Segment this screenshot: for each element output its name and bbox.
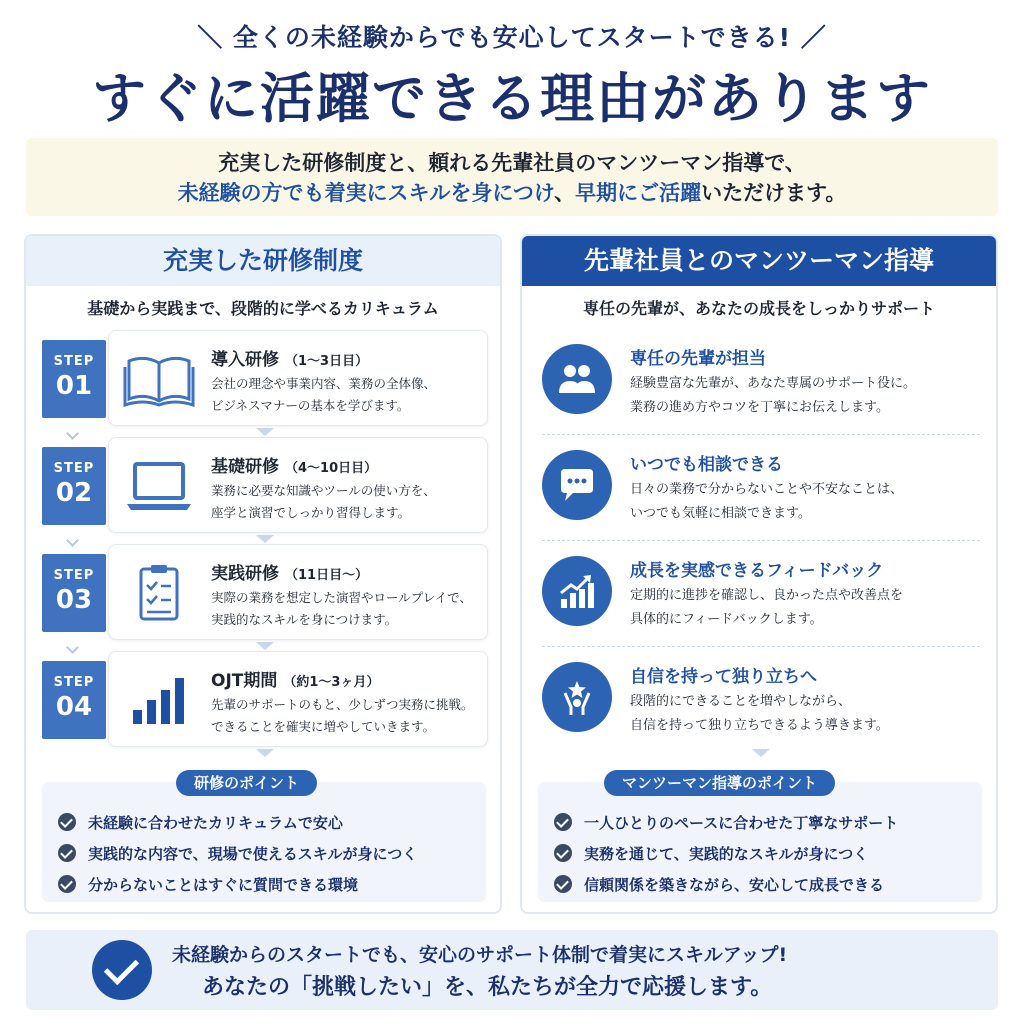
support-description <box>630 478 903 526</box>
step-badge <box>42 340 106 418</box>
subheading: ＼ 全くの未経験からでも安心してスタートできる! ／ <box>197 23 827 52</box>
point-item <box>562 843 868 864</box>
intro-comma: 、 <box>554 181 576 205</box>
step-title-text: 実践研修 <box>211 564 279 584</box>
check-circle-icon <box>58 813 76 831</box>
laptop-icon <box>123 456 195 516</box>
step-desc-line: できることを確実に増やしていきます。 <box>211 719 436 734</box>
step-desc-line: 実際の業務を想定した演習やロールプレイで、 <box>211 590 472 605</box>
step-title-text: 基礎研修 <box>211 457 279 477</box>
point-item <box>66 843 417 864</box>
footer-line-2: あなたの「挑戦したい」を、私たちが全力で応援します。 <box>202 975 773 1000</box>
step-card <box>108 437 488 533</box>
support-item <box>522 540 998 646</box>
step-title <box>211 666 379 691</box>
check-circle-icon <box>554 844 572 862</box>
step-title <box>211 452 377 477</box>
support-description <box>630 690 889 738</box>
check-circle-icon <box>58 875 76 893</box>
support-item <box>522 328 998 434</box>
point-text: 分からないことはすぐに質問できる環境 <box>88 876 359 894</box>
check-circle-icon <box>58 844 76 862</box>
support-item <box>522 646 998 752</box>
step-item <box>26 649 502 747</box>
point-text: 実践的な内容で、現場で使えるスキルが身につく <box>88 845 418 863</box>
training-points-box <box>42 782 486 902</box>
support-title: 専任の先輩が担当 <box>630 349 766 369</box>
page-title: すぐに活躍できる理由があります <box>92 67 932 130</box>
support-desc-line: 具体的にフィードバックします。 <box>630 612 823 627</box>
step-card <box>108 330 488 426</box>
step-label: STEP <box>53 461 95 476</box>
step-title-text: 導入研修 <box>211 350 279 370</box>
step-badge <box>42 661 106 739</box>
check-circle-icon <box>92 940 152 1000</box>
mentor-panel-title: 先輩社員とのマンツーマン指導 <box>522 236 996 286</box>
support-title: いつでも相談できる <box>630 455 783 475</box>
step-item <box>26 328 502 426</box>
point-item <box>66 874 358 895</box>
step-desc-line: 実践的なスキルを身につけます。 <box>211 612 398 627</box>
step-item <box>26 542 502 640</box>
support-desc-line: 自信を持って独り立ちできるよう導きます。 <box>630 718 889 733</box>
step-description <box>211 480 436 524</box>
bar-chart-icon <box>123 670 195 730</box>
footer-banner <box>26 930 998 1010</box>
step-label: STEP <box>53 568 95 583</box>
training-panel-subtitle: 基礎から実践まで、段階的に学べるカリキュラム <box>87 299 439 318</box>
support-desc-line: 定期的に進捗を確認し、良かった点や改善点を <box>630 588 904 603</box>
step-number: 02 <box>55 478 93 508</box>
mentor-panel-subtitle: 専任の先輩が、あなたの成長をしっかりサポート <box>582 299 935 318</box>
mentor-panel <box>520 234 998 914</box>
support-title: 成長を実感できるフィードバック <box>630 561 884 581</box>
intro-line-2 <box>26 178 998 208</box>
step-title-text: OJT期間 <box>211 671 278 691</box>
support-item <box>522 434 998 540</box>
book-icon <box>123 349 195 409</box>
step-card <box>108 651 488 747</box>
intro-banner <box>26 138 998 216</box>
step-label: STEP <box>53 354 95 369</box>
support-desc-line: 段階的にできることを増やしながら、 <box>630 694 852 709</box>
step-title <box>211 559 368 584</box>
step-description <box>211 587 472 631</box>
support-desc-line: いつでも気軽に相談できます。 <box>630 506 811 521</box>
point-item <box>562 874 884 895</box>
intro-highlight-3: 早期にご活躍 <box>575 181 702 205</box>
step-card <box>108 544 488 640</box>
support-description <box>630 584 903 632</box>
step-period: （4〜10日目） <box>285 461 378 476</box>
step-number: 01 <box>55 371 93 401</box>
chat-bubble-icon <box>542 450 612 520</box>
people-icon <box>542 344 612 414</box>
step-desc-line: 先輩のサポートのもと、少しずつ実務に挑戦。 <box>211 697 474 712</box>
footer-line-1: 未経験からのスタートでも、安心のサポート体制で着実にスキルアップ! <box>172 944 788 966</box>
step-description <box>211 373 436 417</box>
growth-chart-icon <box>542 556 612 626</box>
intro-highlight-2: 着実にスキルを身につけ <box>324 181 555 205</box>
support-desc-line: 日々の業務で分からないことや不安なことは、 <box>630 482 904 497</box>
step-number: 04 <box>55 692 93 722</box>
mentor-points-tag: マンツーマン指導のポイント <box>604 770 835 796</box>
step-period: （11日目〜） <box>285 568 369 583</box>
support-description <box>630 372 916 420</box>
point-text: 実務を通じて、実践的なスキルが身につく <box>584 845 869 863</box>
support-desc-line: 経験豊富な先輩が、あなた専属のサポート役に。 <box>630 376 917 391</box>
step-description <box>211 694 474 738</box>
celebrate-icon <box>542 662 612 732</box>
mentor-points-box <box>538 782 982 902</box>
step-title <box>211 345 368 370</box>
step-badge <box>42 554 106 632</box>
support-title: 自信を持って独り立ちへ <box>630 667 817 687</box>
triangle-down-icon <box>752 749 770 757</box>
step-desc-line: 座学と演習でしっかり習得します。 <box>211 505 411 520</box>
triangle-down-icon <box>256 749 274 757</box>
training-panel <box>24 234 502 914</box>
point-item <box>66 812 343 833</box>
intro-line-1: 充実した研修制度と、頼れる先輩社員のマンツーマン指導で、 <box>218 151 806 175</box>
training-panel-title: 充実した研修制度 <box>26 236 500 286</box>
step-number: 03 <box>55 585 93 615</box>
point-text: 信頼関係を築きながら、安心して成長できる <box>584 876 885 894</box>
step-badge <box>42 447 106 525</box>
point-text: 一人ひとりのペースに合わせた丁寧なサポート <box>584 814 899 832</box>
intro-highlight-1: 未経験の方でも <box>177 181 325 205</box>
checklist-icon <box>123 563 195 623</box>
training-points-tag: 研修のポイント <box>176 770 317 796</box>
intro-tail: いただけます。 <box>701 181 847 205</box>
step-desc-line: ビジネスマナーの基本を学びます。 <box>211 398 410 413</box>
step-period: （1〜3日目） <box>285 354 369 369</box>
point-item <box>562 812 898 833</box>
step-label: STEP <box>53 675 95 690</box>
support-desc-line: 業務の進め方やコツを丁寧にお伝えします。 <box>630 400 889 415</box>
check-circle-icon <box>554 813 572 831</box>
check-circle-icon <box>554 875 572 893</box>
step-period: （約1〜3ヶ月） <box>283 675 380 690</box>
step-item <box>26 435 502 533</box>
step-desc-line: 会社の理念や事業内容、業務の全体像、 <box>211 376 437 391</box>
point-text: 未経験に合わせたカリキュラムで安心 <box>88 814 343 832</box>
step-desc-line: 業務に必要な知識やツールの使い方を、 <box>211 483 436 498</box>
